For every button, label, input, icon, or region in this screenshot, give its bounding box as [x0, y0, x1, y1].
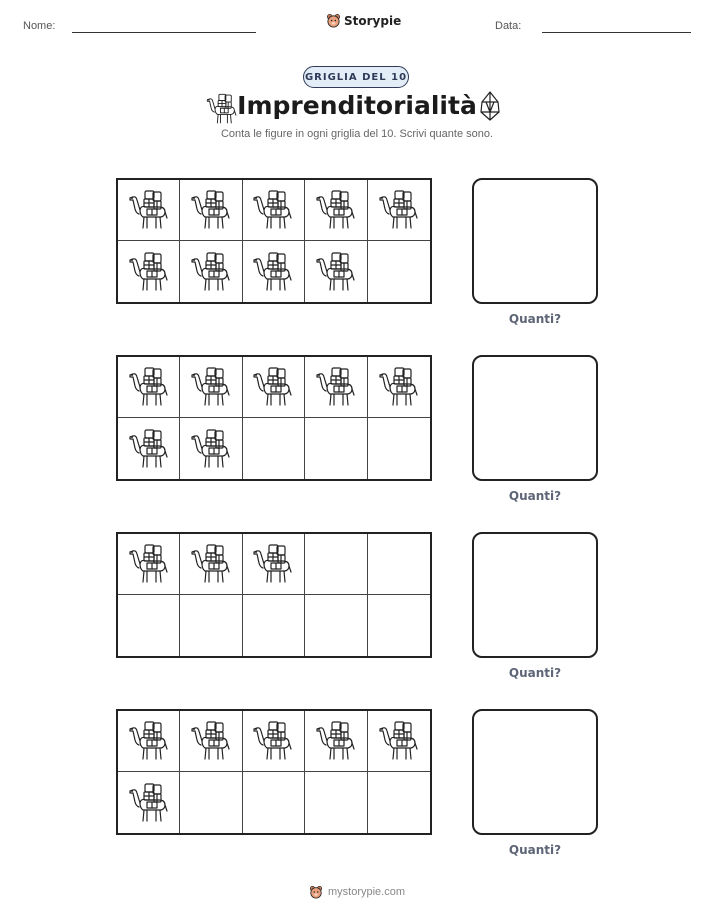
worksheet-badge: GRIGLIA DEL 10 [303, 66, 409, 88]
camel-icon [251, 250, 295, 294]
camel-icon [251, 188, 295, 232]
camel-icon [127, 542, 171, 586]
answer-box[interactable] [472, 709, 598, 835]
ten-frame-cell [118, 595, 180, 656]
answer-box[interactable] [472, 178, 598, 304]
camel-icon [251, 542, 295, 586]
ten-frame-cell [305, 534, 367, 595]
ten-frame-cell [243, 595, 305, 656]
answer-box[interactable] [472, 355, 598, 481]
camel-icon [314, 250, 358, 294]
ten-frame-cell [368, 711, 430, 772]
ten-frame-cell [305, 595, 367, 656]
answer-label: Quanti? [508, 843, 562, 857]
ten-frame-cell [368, 241, 430, 302]
camel-icon [189, 719, 233, 763]
ten-frame-cell [305, 180, 367, 241]
ten-frame-cell [180, 357, 242, 418]
camel-icon [127, 719, 171, 763]
page-title: Imprenditorialità [237, 91, 477, 120]
ten-frame-cell [180, 241, 242, 302]
camel-icon [377, 719, 421, 763]
ten-frame-cell [305, 241, 367, 302]
ten-frame-cell [368, 534, 430, 595]
brand [326, 13, 401, 28]
answer-box[interactable] [472, 532, 598, 658]
ten-frame-cell [118, 357, 180, 418]
camel-icon [314, 365, 358, 409]
ten-frame-cell [243, 180, 305, 241]
footer-url[interactable]: mystorypie.com [327, 886, 406, 898]
ten-frame-cell [180, 180, 242, 241]
ten-frame-cell [180, 418, 242, 479]
name-label: Nome: [23, 20, 56, 32]
ten-frame-cell [368, 180, 430, 241]
camel-icon [251, 719, 295, 763]
instructions: Conta le figure in ogni griglia del 10. Scrivi quante sono. [220, 128, 494, 140]
ten-frame-cell [180, 534, 242, 595]
answer-label: Quanti? [508, 489, 562, 503]
storypie-logo-icon [309, 885, 323, 899]
camel-icon [251, 365, 295, 409]
answer-label: Quanti? [508, 666, 562, 680]
storypie-logo-icon [326, 13, 341, 28]
ten-frame-cell [180, 595, 242, 656]
ten-frame-cell [180, 711, 242, 772]
camel-icon [314, 719, 358, 763]
ten-frame-cell [118, 772, 180, 833]
ten-frame-cell [243, 241, 305, 302]
ten-frame [116, 709, 432, 835]
date-line[interactable] [542, 32, 691, 33]
ten-frame [116, 178, 432, 304]
camel-icon [127, 250, 171, 294]
ten-frame-cell [118, 241, 180, 302]
ten-frame-cell [368, 357, 430, 418]
ten-frame-cell [243, 772, 305, 833]
camel-icon [314, 188, 358, 232]
camel-icon [377, 365, 421, 409]
ten-frame-cell [243, 711, 305, 772]
camel-icon [189, 188, 233, 232]
ten-frame-cell [243, 418, 305, 479]
ten-frame-cell [305, 711, 367, 772]
ten-frame-cell [368, 418, 430, 479]
camel-icon [189, 365, 233, 409]
ten-frame-cell [243, 534, 305, 595]
ten-frame-cell [118, 711, 180, 772]
ten-frame-cell [305, 772, 367, 833]
ten-frame-cell [118, 534, 180, 595]
gem-icon [478, 90, 502, 122]
name-line[interactable] [72, 32, 256, 33]
camel-icon [189, 542, 233, 586]
ten-frame [116, 532, 432, 658]
camel-icon [127, 781, 171, 825]
ten-frame-cell [118, 180, 180, 241]
ten-frame [116, 355, 432, 481]
date-label: Data: [495, 20, 522, 32]
brand-name: Storypie [344, 13, 402, 28]
ten-frame-cell [118, 418, 180, 479]
camel-icon [189, 427, 233, 471]
ten-frame-cell [180, 772, 242, 833]
camel-icon [127, 188, 171, 232]
camel-icon [377, 188, 421, 232]
ten-frame-cell [368, 595, 430, 656]
camel-icon [127, 427, 171, 471]
ten-frame-cell [305, 418, 367, 479]
camel-icon [127, 365, 171, 409]
camel-icon [189, 250, 233, 294]
ten-frame-cell [243, 357, 305, 418]
ten-frame-cell [305, 357, 367, 418]
footer [0, 885, 714, 899]
ten-frame-cell [368, 772, 430, 833]
answer-label: Quanti? [508, 312, 562, 326]
